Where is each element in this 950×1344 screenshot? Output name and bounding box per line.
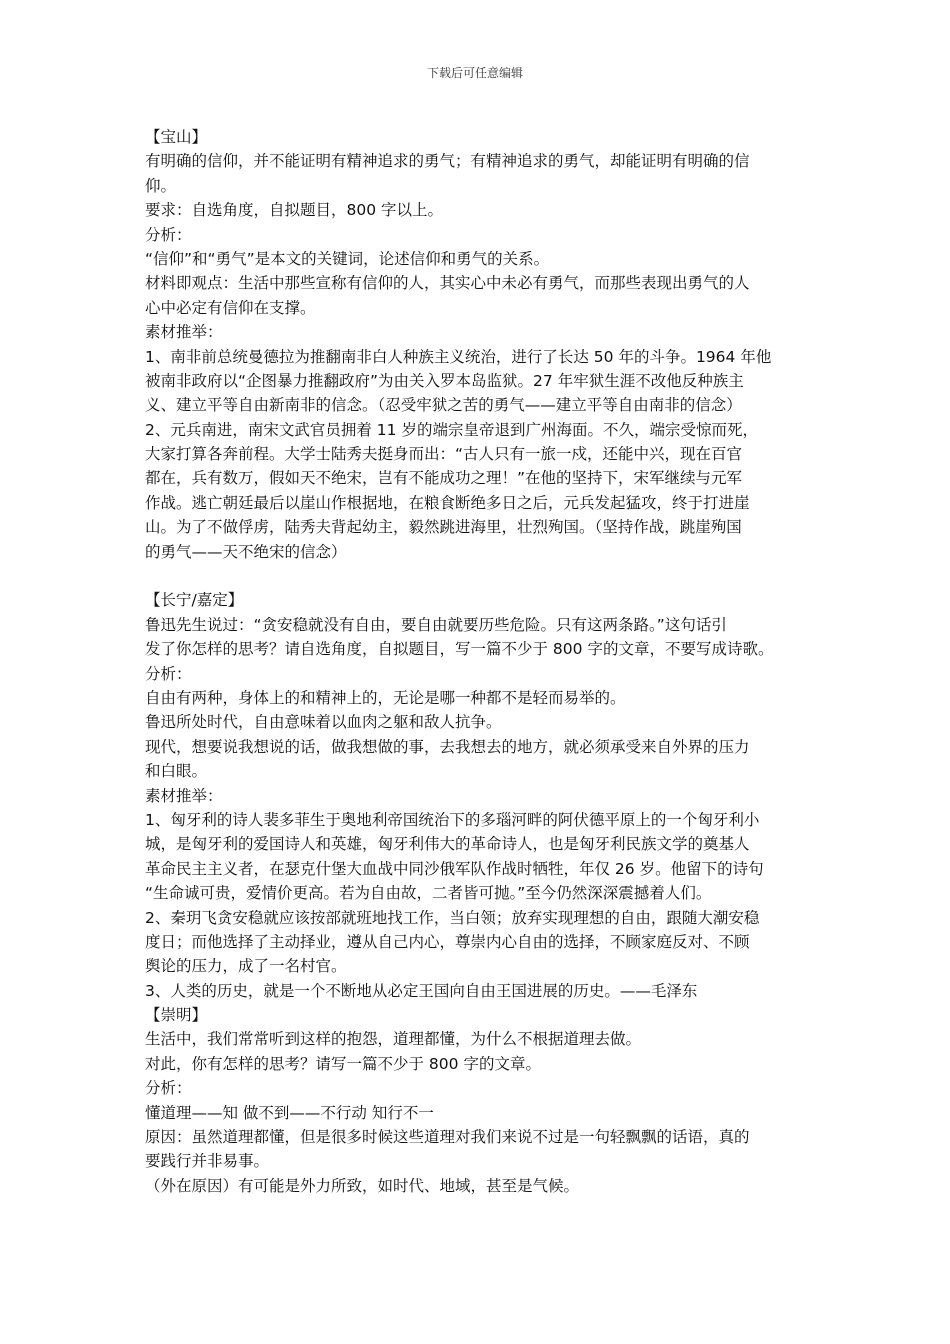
text-line: 原因：虽然道理都懂，但是很多时候这些道理对我们来说不过是一句轻飘飘的话语，真的 [145, 1128, 750, 1147]
text-line: 现代，想要说我想说的话，做我想做的事，去我想去的地方，就必须承受来自外界的压力 [145, 737, 750, 756]
text-line: 发了你怎样的思考？请自选角度，自拟题目，写一篇不少于 800 字的文章，不要写成诗歌。 [145, 640, 774, 659]
text-line: 和白眼。 [145, 762, 208, 781]
text-line: 自由有两种，身体上的和精神上的，无论是哪一种都不是轻而易举的。 [145, 688, 626, 707]
text-line: 【长宁/嘉定】 [145, 591, 244, 610]
text-line: 义、建立平等自由新南非的信念。（忍受牢狱之苦的勇气——建立平等自由南非的信念） [145, 396, 742, 415]
text-line: 心中必定有信仰在支撑。 [145, 298, 316, 317]
text-line: 度日；而他选择了主动择业，遵从自己内心，尊崇内心自由的选择，不顾家庭反对、不顾 [145, 932, 750, 951]
text-line: 2、元兵南进，南宋文武官员拥着 11 岁的端宗皇帝退到广州海面。不久，端宗受惊而死， [145, 420, 758, 439]
document-body [145, 125, 810, 1198]
text-line: 舆论的压力，成了一名村官。 [145, 957, 347, 976]
text-line: 分析： [145, 1079, 192, 1098]
text-line: 分析： [145, 664, 192, 683]
text-line: 的勇气——天不绝宋的信念） [145, 542, 347, 561]
text-line: 【崇明】 [145, 1006, 208, 1025]
text-line: 山。为了不做俘虏，陆秀夫背起幼主，毅然跳进海里，壮烈殉国。（坚持作战，跳崖殉国 [145, 518, 742, 537]
text-line: 3、人类的历史，就是一个不断地从必定王国向自由王国进展的历史。——毛泽东 [145, 981, 698, 1000]
text-line: 都在，兵有数万，假如天不绝宋，岂有不能成功之理！”在他的坚持下，宋军继续与元军 [145, 469, 743, 488]
text-line [145, 564, 810, 588]
text-line: 鲁迅所处时代，自由意味着以血肉之躯和敌人抗争。 [145, 713, 502, 732]
text-line: 素材推举： [145, 786, 223, 805]
text-line: 作战。逃亡朝廷最后以崖山作根据地，在粮食断绝多日之后，元兵发起猛攻，终于打进崖 [145, 493, 750, 512]
text-line: 对此，你有怎样的思考？请写一篇不少于 800 字的文章。 [145, 1054, 541, 1073]
text-line: “生命诚可贵，爱情价更高。若为自由故，二者皆可抛。”至今仍然深深震撼着人们。 [145, 884, 712, 903]
text-line: 素材推举： [145, 323, 223, 342]
text-line: 2、秦玥飞贪安稳就应该按部就班地找工作，当白领；放弃实现理想的自由，跟随大潮安稳 [145, 908, 760, 927]
text-line: 生活中，我们常常听到这样的抱怨，道理都懂，为什么不根据道理去做。 [145, 1030, 642, 1049]
text-line: 分析： [145, 225, 192, 244]
text-line: 要践行并非易事。 [145, 1152, 270, 1171]
text-line: 要求：自选角度，自拟题目，800 字以上。 [145, 201, 444, 220]
text-line: 1、南非前总统曼德拉为推翻南非白人种族主义统治，进行了长达 50 年的斗争。1964 年他 [145, 347, 772, 366]
text-line: 被南非政府以“企图暴力推翻政府”为由关入罗本岛监狱。27 年牢狱生涯不改他反种族主 [145, 371, 744, 390]
text-line: 鲁迅先生说过：“贪安稳就没有自由，要自由就要历些危险。只有这两条路。”这句话引 [145, 615, 727, 634]
text-line: 仰。 [145, 176, 177, 195]
text-line: 懂道理——知 做不到——不行动 知行不一 [145, 1103, 434, 1122]
text-line: 1、匈牙利的诗人裴多菲生于奥地利帝国统治下的多瑙河畔的阿伏德平原上的一个匈牙利小 [145, 810, 760, 829]
page-header: 下载后可任意编辑 [426, 66, 523, 80]
text-line: （外在原因）有可能是外力所致，如时代、地域，甚至是气候。 [145, 1176, 580, 1195]
text-line: 城，是匈牙利的爱国诗人和英雄，匈牙利伟大的革命诗人，也是匈牙利民族文学的奠基人 [145, 835, 750, 854]
text-line: 有明确的信仰，并不能证明有精神追求的勇气；有精神追求的勇气，却能证明有明确的信 [145, 152, 750, 171]
text-line: “信仰”和“勇气”是本文的关键词，论述信仰和勇气的关系。 [145, 249, 550, 268]
text-line: 材料即观点：生活中那些宣称有信仰的人，其实心中未必有勇气，而那些表现出勇气的人 [145, 274, 750, 293]
text-line: 革命民主主义者，在瑟克什堡大血战中同沙俄军队作战时牺牲，年仅 26 岁。他留下的诗句 [145, 859, 764, 878]
text-line: 大家打算各奔前程。大学士陆秀夫挺身而出：“古人只有一旅一戍，还能中兴，现在百官 [145, 445, 743, 464]
text-line: 【宝山】 [145, 128, 208, 146]
